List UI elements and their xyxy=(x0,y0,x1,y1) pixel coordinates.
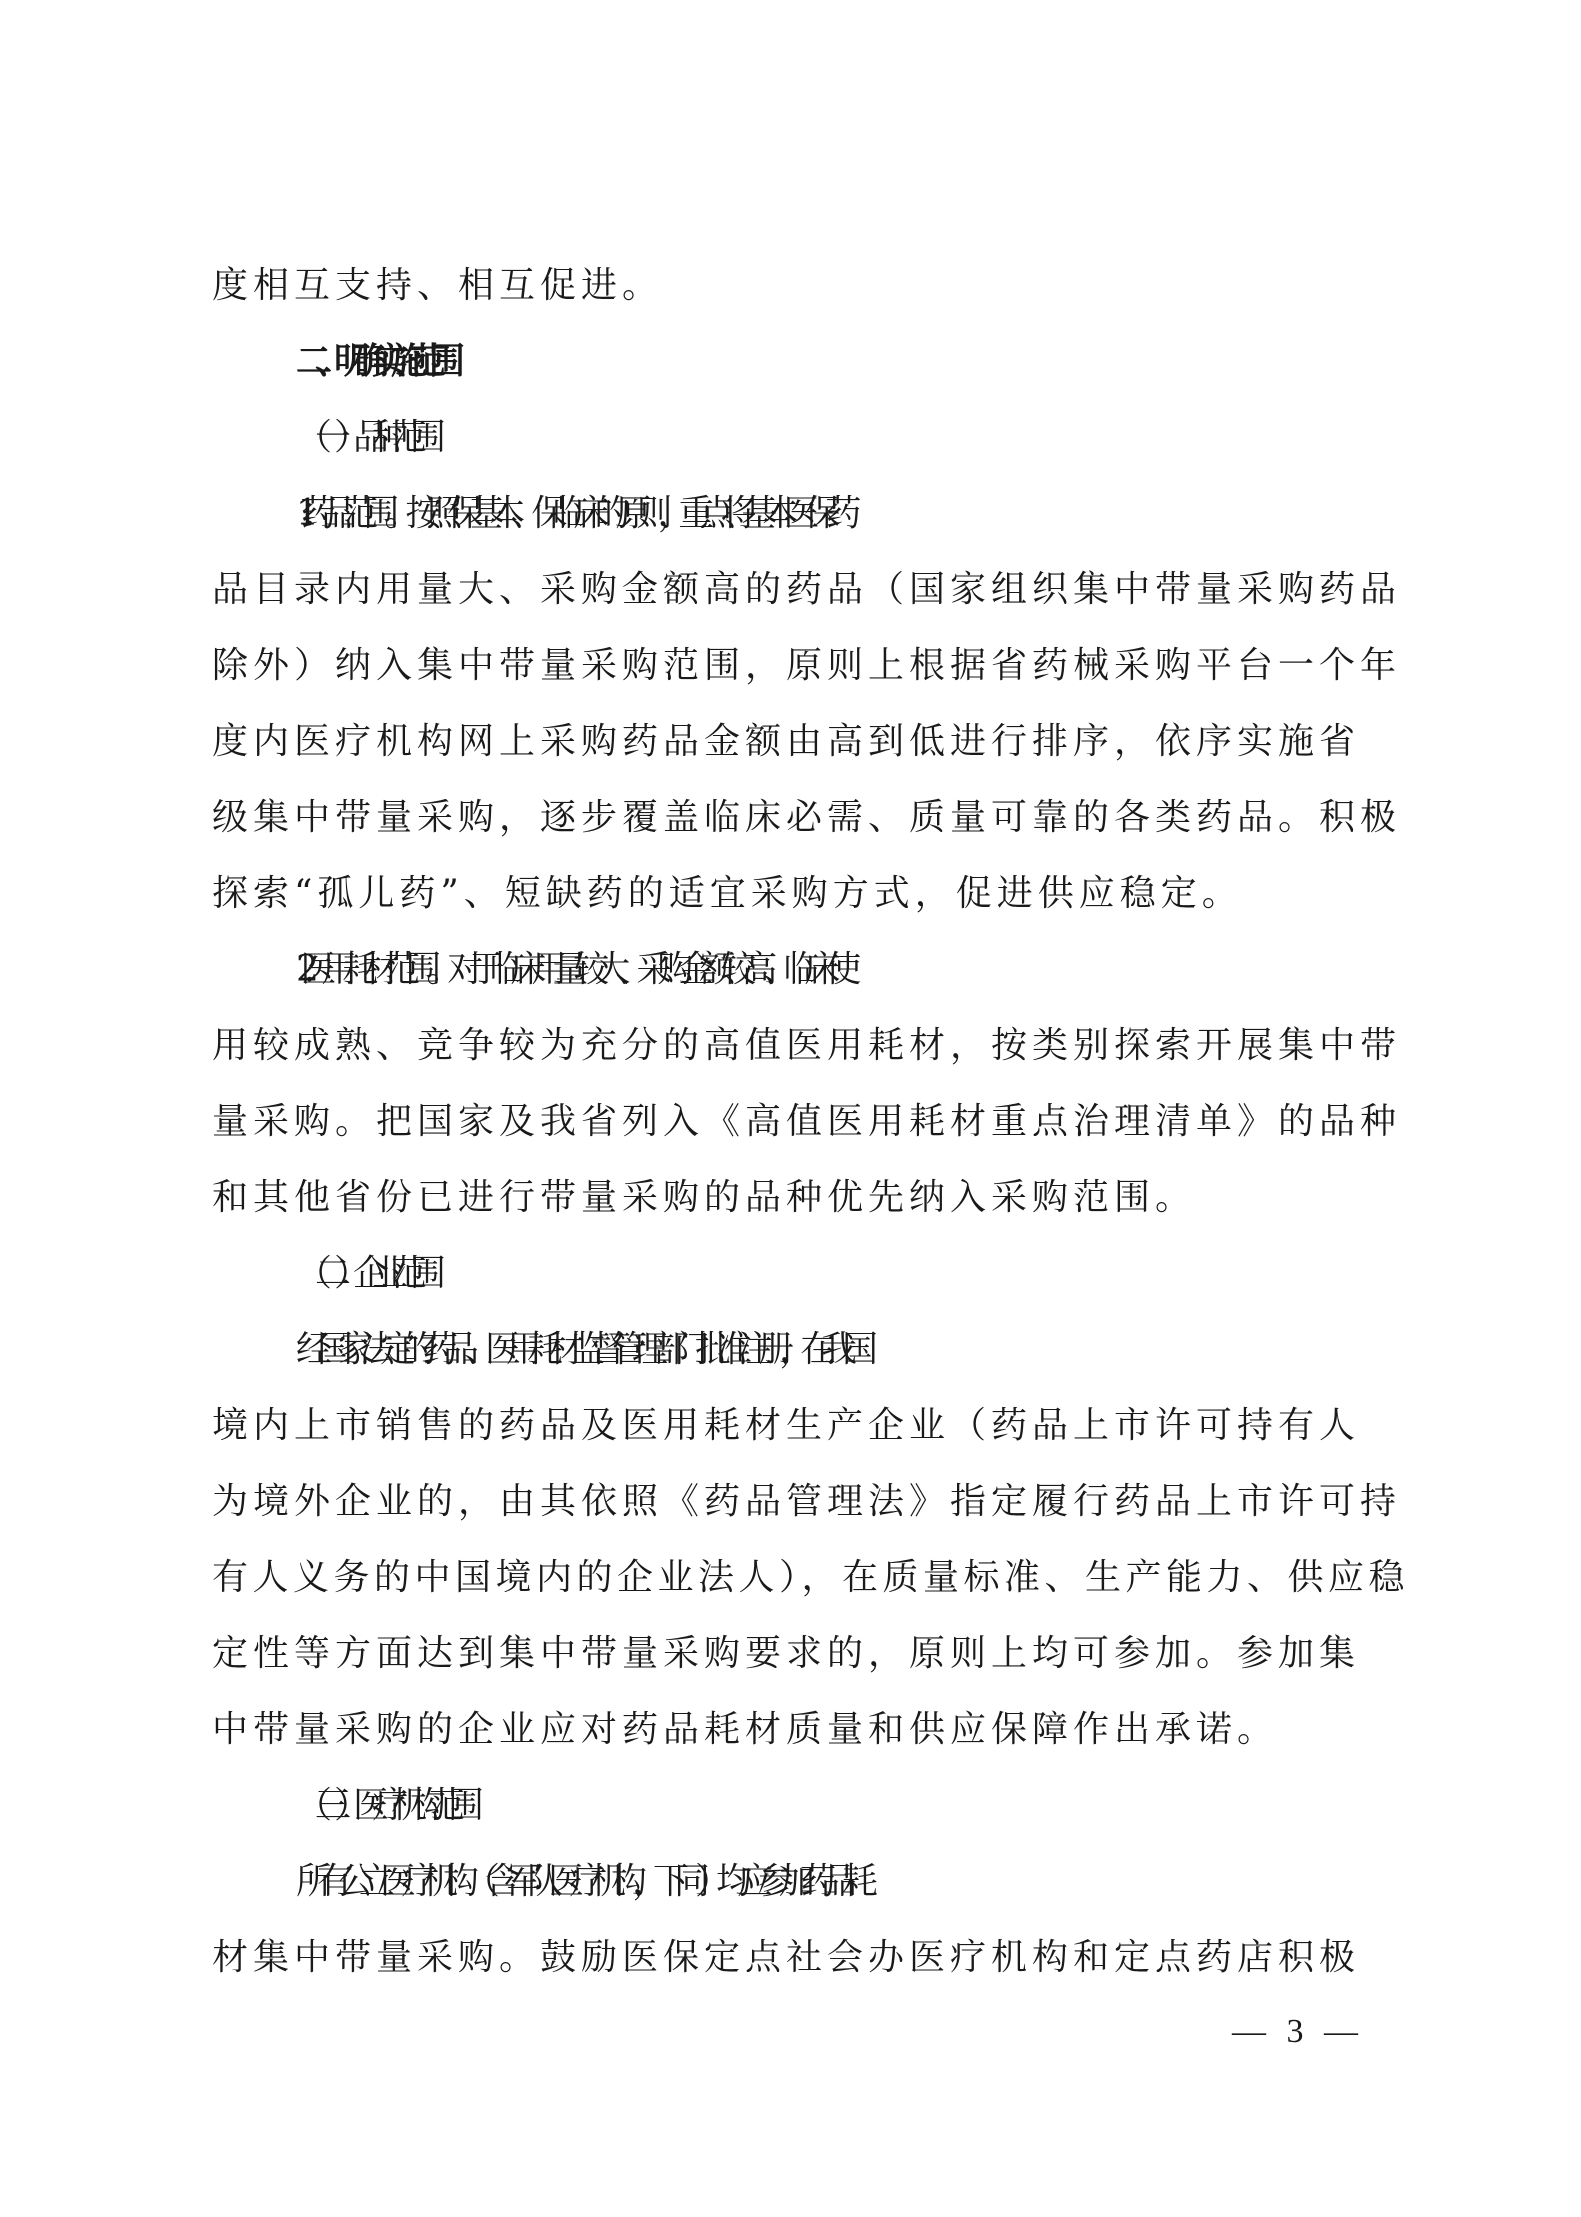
paragraph-line: 用较成熟、竞争较为充分的高值医用耗材，按类别探索开展集中带 xyxy=(212,1025,1402,1066)
paragraph-line: 境内上市销售的药品及医用耗材生产企业（药品上市许可持有人 xyxy=(212,1405,1361,1446)
paragraph-line: 有人义务的中国境内的企业法人），在质量标准、生产能力、供应稳 xyxy=(212,1557,1410,1598)
paragraph-line: 定性等方面达到集中带量采购要求的，原则上均可参加。参加集 xyxy=(212,1633,1361,1674)
subsection-heading: （二）企业范围 xyxy=(296,1253,430,1294)
paragraph-line: 为境外企业的，由其依照《药品管理法》指定履行药品上市许可持 xyxy=(212,1481,1402,1522)
paragraph-line: 中带量采购的企业应对药品耗材质量和供应保障作出承诺。 xyxy=(212,1709,1279,1750)
page-number: — 3 — xyxy=(1232,2013,1364,2050)
paragraph-line: 材集中带量采购。鼓励医保定点社会办医疗机构和定点药店积极 xyxy=(212,1937,1361,1978)
section-heading: 二、明确实施范围 xyxy=(296,341,449,382)
subsection-heading: （一）品种范围 xyxy=(296,417,430,458)
paragraph-line: 品目录内用量大、采购金额高的药品（国家组织集中带量采购药品 xyxy=(212,569,1402,610)
paragraph-line: 1.药品范围。按照保基本、保临床的原则，重点将基本医保药 xyxy=(296,493,847,534)
paragraph-line: 和其他省份已进行带量采购的品种优先纳入采购范围。 xyxy=(212,1177,1197,1218)
paragraph-line: 级集中带量采购，逐步覆盖临床必需、质量可靠的各类药品。积极 xyxy=(212,797,1402,838)
paragraph-line: 探索“孤儿药”、短缺药的适宜采购方式，促进供应稳定。 xyxy=(212,873,1243,914)
text-line: 度相互支持、相互促进。 xyxy=(212,265,664,306)
paragraph-line: 量采购。把国家及我省列入《高值医用耗材重点治理清单》的品种 xyxy=(212,1101,1402,1142)
subsection-heading: （三）医疗机构范围 xyxy=(296,1785,468,1826)
paragraph-line: 除外）纳入集中带量采购范围，原则上根据省药械采购平台一个年 xyxy=(212,645,1402,686)
paragraph-line: 2.医用耗材范围。对于临床用量较大、采购金额较高、临床使 xyxy=(296,949,847,990)
paragraph-line: 度内医疗机构网上采购药品金额由高到低进行排序，依序实施省 xyxy=(212,721,1361,762)
paragraph-line: 经国家法定的药品、医用耗材监督管理部门批准注册，在我国 xyxy=(296,1329,864,1370)
paragraph-line: 所有公立医疗机构（含军队医疗机构，下同）均应参加药品耗 xyxy=(296,1861,864,1902)
